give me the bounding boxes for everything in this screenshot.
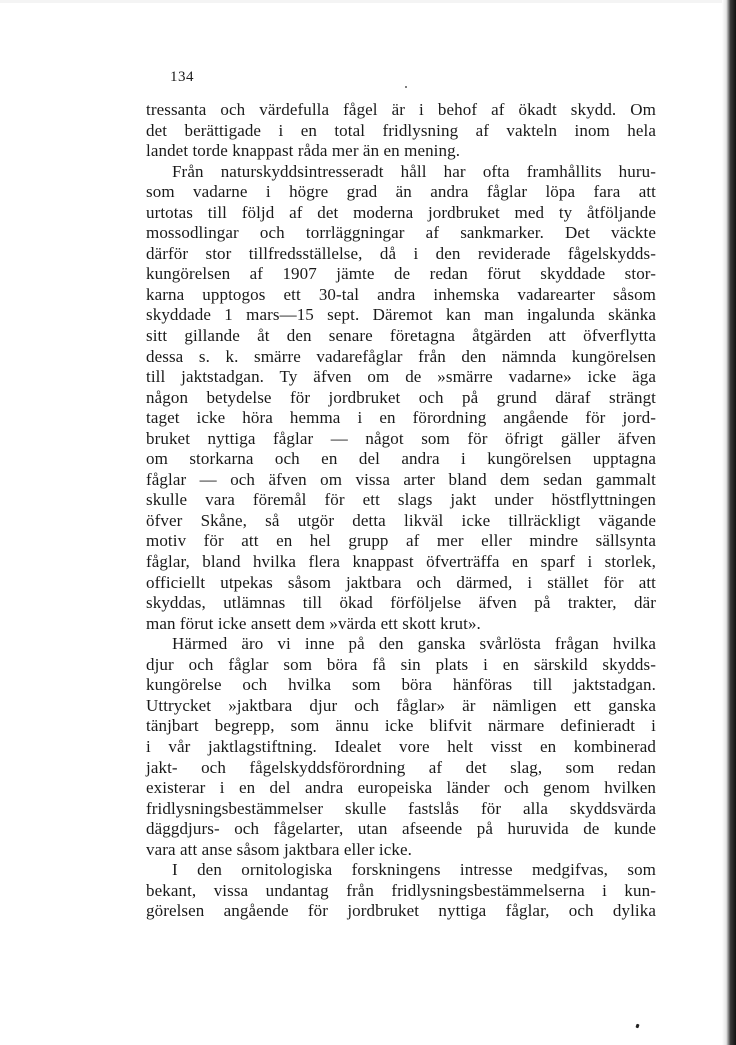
text-line: motiv för att en hel grupp af mer eller mindre sällsynta bbox=[146, 531, 656, 551]
text-line: I den ornitologiska forskningens intresse medgifvas, som bbox=[172, 860, 656, 880]
text-line: därför stor tillfredsställelse, då i den reviderade fågelskydds- bbox=[146, 243, 656, 263]
text-line: man förut icke ansett dem »värda ett skott krut». bbox=[146, 613, 481, 633]
page-number: 134 bbox=[170, 69, 194, 85]
text-line: urtotas till följd af det moderna jordbruket med ty åtföljande bbox=[146, 202, 656, 222]
text-line: skulle vara föremål för ett slags jakt under höstflyttningen bbox=[146, 490, 656, 510]
text-line: någon betydelse för jordbruket och på grund däraf strängt bbox=[146, 387, 656, 407]
text-line: fåglar — och äfven om vissa arter bland dem sedan gammalt bbox=[146, 469, 656, 489]
text-line: om storkarna och en del andra i kungörelsen upptagna bbox=[146, 449, 656, 469]
scan-edge-top bbox=[0, 0, 722, 3]
text-line: öfver Skåne, så utgör detta likväl icke tillräckligt vägande bbox=[146, 510, 656, 530]
text-line: mossodlingar och torrläggningar af sankmarker. Det väckte bbox=[146, 223, 656, 243]
text-line: däggdjurs- och fågelarter, utan afseende på huruvida de kunde bbox=[146, 819, 656, 839]
text-line: som vadarne i högre grad än andra fåglar löpa fara att bbox=[146, 182, 656, 202]
scan-speck bbox=[635, 1024, 639, 1029]
text-line: tänjbart begrepp, som ännu icke blifvit närmare definieradt i bbox=[146, 716, 656, 736]
body-text bbox=[146, 100, 656, 922]
text-line: officiellt utpekas såsom jaktbara och därmed, i stället för att bbox=[146, 572, 656, 592]
text-line: kungörelse och hvilka som böra hänföras till jaktstadgan. bbox=[146, 675, 656, 695]
text-line: jakt- och fågelskyddsförordning af det slag, som redan bbox=[146, 757, 656, 777]
text-line: skyddas, utlämnas till ökad förföljelse äfven på trakter, där bbox=[146, 593, 656, 613]
text-line: görelsen angående för jordbruket nyttiga fåglar, och dylika bbox=[146, 901, 656, 921]
text-line: skyddade 1 mars—15 sept. Däremot kan man ingalunda skänka bbox=[146, 305, 656, 325]
text-line: bekant, vissa undantag från fridlysningsbestämmelserna i kun- bbox=[146, 880, 656, 900]
text-line: djur och fåglar som böra få sin plats i en särskild skydds- bbox=[146, 654, 656, 674]
text-line: sitt gillande åt den senare företagna åtgärden att öfverflytta bbox=[146, 326, 656, 346]
scan-edge-right bbox=[722, 0, 736, 1045]
text-line: Uttrycket »jaktbara djur och fåglar» är nämligen ett ganska bbox=[146, 695, 656, 715]
text-line: Härmed äro vi inne på den ganska svårlösta frågan hvilka bbox=[172, 634, 656, 654]
text-line: karna upptogos ett 30-tal andra inhemska vadarearter såsom bbox=[146, 284, 656, 304]
text-line: vara att anse såsom jaktbara eller icke. bbox=[146, 839, 412, 859]
text-line: taget icke höra hemma i en förordning angående för jord- bbox=[146, 408, 656, 428]
text-line: Från naturskyddsintresseradt håll har ofta framhållits huru- bbox=[172, 161, 656, 181]
text-line: existerar i en del andra europeiska länder och genom hvilken bbox=[146, 778, 656, 798]
text-line: det berättigade i en total fridlysning af vakteln inom hela bbox=[146, 120, 656, 140]
book-page bbox=[146, 68, 656, 922]
text-line: dessa s. k. smärre vadarefåglar från den nämnda kungörelsen bbox=[146, 346, 656, 366]
text-line: i vår jaktlagstiftning. Idealet vore helt visst en kombinerad bbox=[146, 736, 656, 756]
text-line: fåglar, bland hvilka flera knappast öfverträffa en sparf i storlek, bbox=[146, 552, 656, 572]
text-line: kungörelsen af 1907 jämte de redan förut skyddade stor- bbox=[146, 264, 656, 284]
text-line: tressanta och värdefulla fågel är i behof af ökadt skydd. Om bbox=[146, 100, 656, 119]
text-line: fridlysningsbestämmelser skulle fastslås för alla skyddsvärda bbox=[146, 798, 656, 818]
text-line: landet torde knappast råda mer än en mening. bbox=[146, 141, 461, 161]
text-line: till jaktstadgan. Ty äfven om de »smärre vadarne» icke äga bbox=[146, 367, 656, 387]
text-line: bruket nyttiga fåglar — något som för öfrigt gäller äfven bbox=[146, 428, 656, 448]
